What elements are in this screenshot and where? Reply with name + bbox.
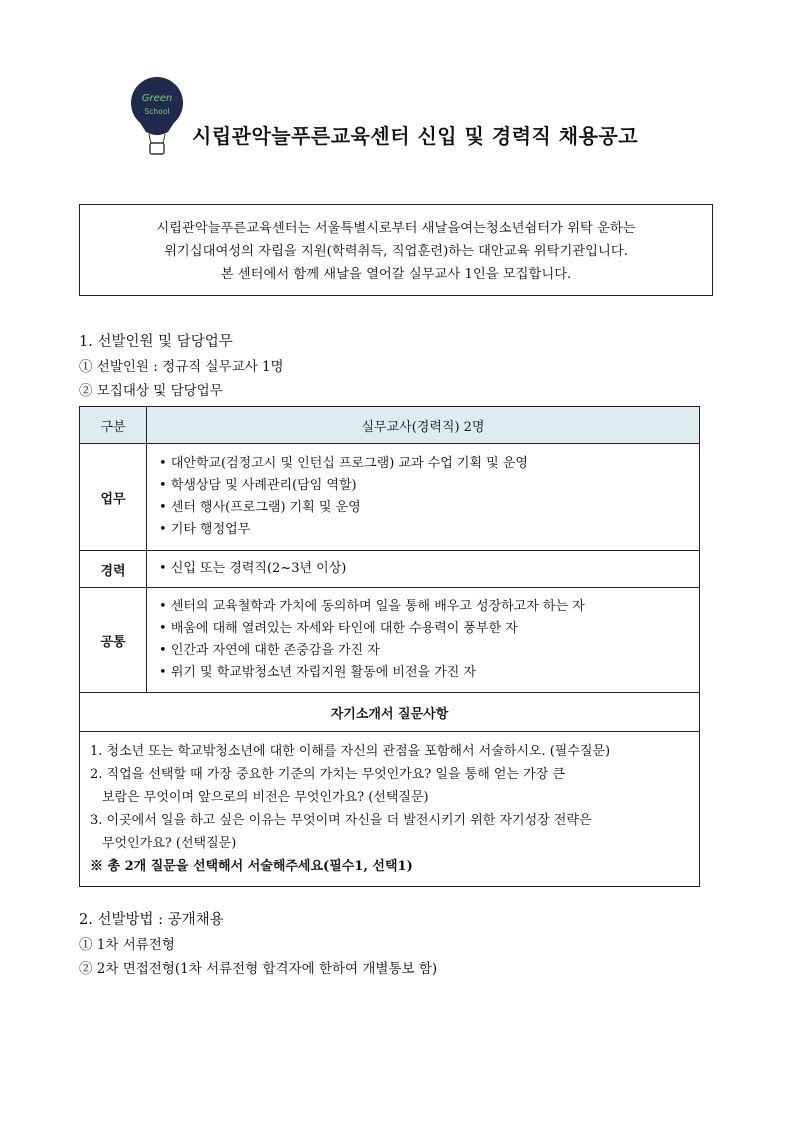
section1-item1: ① 선발인원 : 정규직 실무교사 1명	[79, 359, 284, 375]
section1-heading: 1. 선발인원 및 담당업무	[79, 334, 233, 350]
table-essay-heading-row	[80, 693, 700, 732]
table-questions-row	[80, 732, 700, 887]
table-header-row	[80, 407, 700, 444]
row-bullets	[147, 551, 700, 588]
row-bullets	[147, 588, 700, 693]
intro-line: 본 센터에서 함께 새날을 열어갈 실무교사 1인을 모집합니다.	[220, 267, 572, 282]
question-line: 무엇인가요? (선택질문)	[102, 836, 237, 851]
logo-text-school: School	[144, 107, 170, 116]
question-line: 보람은 무엇이며 앞으로의 비전은 무엇인가요? (선택질문)	[102, 790, 429, 805]
header-value: 실무교사(경력직) 2명	[147, 407, 700, 444]
table-row-duties	[80, 444, 700, 551]
question-line: 1. 청소년 또는 학교밖청소년에 대한 이해를 자신의 관점을 포함해서 서술하시오. (필수질문)	[90, 744, 611, 759]
logo-text-green: Green	[141, 93, 173, 104]
recruitment-table	[79, 406, 700, 887]
bullet-item: • 위기 및 학교밖청소년 자립지원 활동에 비전을 가진 자	[159, 662, 699, 684]
bullet-item: • 학생상담 및 사례관리(담임 역할)	[159, 475, 699, 497]
row-bullets	[147, 444, 700, 551]
intro-box	[79, 204, 713, 296]
bullet-item: • 대안학교(검정고시 및 인턴십 프로그램) 교과 수업 기획 및 운영	[159, 453, 699, 475]
bullet-item: • 센터 행사(프로그램) 기획 및 운영	[159, 497, 699, 519]
intro-line: 위기십대여성의 자립을 지원(학력취득, 직업훈련)하는 대안교육 위탁기관입니다.	[164, 244, 628, 259]
bullet-item: • 기타 행정업무	[159, 519, 699, 541]
section2-item2: ② 2차 면접전형(1차 서류전형 합격자에 한하여 개별통보 함)	[79, 961, 438, 977]
section2-item1: ① 1차 서류전형	[79, 937, 175, 953]
question-note: ※ 총 2개 질문을 선택해서 서술해주세요(필수1, 선택1)	[90, 859, 413, 874]
section2-heading: 2. 선발방법 : 공개채용	[79, 912, 224, 928]
green-school-logo	[130, 76, 184, 156]
essay-heading: 자기소개서 질문사항	[80, 693, 700, 732]
bullet-item: • 배움에 대해 열려있는 자세와 타인에 대한 수용력이 풍부한 자	[159, 618, 699, 640]
row-label: 공통	[80, 588, 147, 693]
header-label: 구분	[80, 407, 147, 444]
table-row-career	[80, 551, 700, 588]
bullet-item: • 센터의 교육철학과 가치에 동의하며 일을 통해 배우고 성장하고자 하는 자	[159, 596, 699, 618]
row-label: 경력	[80, 551, 147, 588]
page-title: 시립관악늘푸른교육센터 신입 및 경력직 채용공고	[192, 124, 639, 148]
questions-cell	[80, 732, 700, 887]
question-line: 3. 이곳에서 일을 하고 싶은 이유는 무엇이며 자신을 더 발전시키기 위한 자기성장 전략은	[90, 813, 592, 828]
intro-line: 시립관악늘푸른교육센터는 서울특별시로부터 새날을여는청소년쉼터가 위탁 운하는	[156, 221, 636, 236]
bullet-item: • 인간과 자연에 대한 존중감을 가진 자	[159, 640, 699, 662]
section1-item2: ② 모집대상 및 담당업무	[79, 383, 223, 399]
question-line: 2. 직업을 선택할 때 가장 중요한 기준의 가치는 무엇인가요? 일을 통해 얻는 가장 큰	[90, 767, 565, 782]
table-row-common	[80, 588, 700, 693]
bullet-item: • 신입 또는 경력직(2~3년 이상)	[159, 558, 699, 580]
row-label: 업무	[80, 444, 147, 551]
